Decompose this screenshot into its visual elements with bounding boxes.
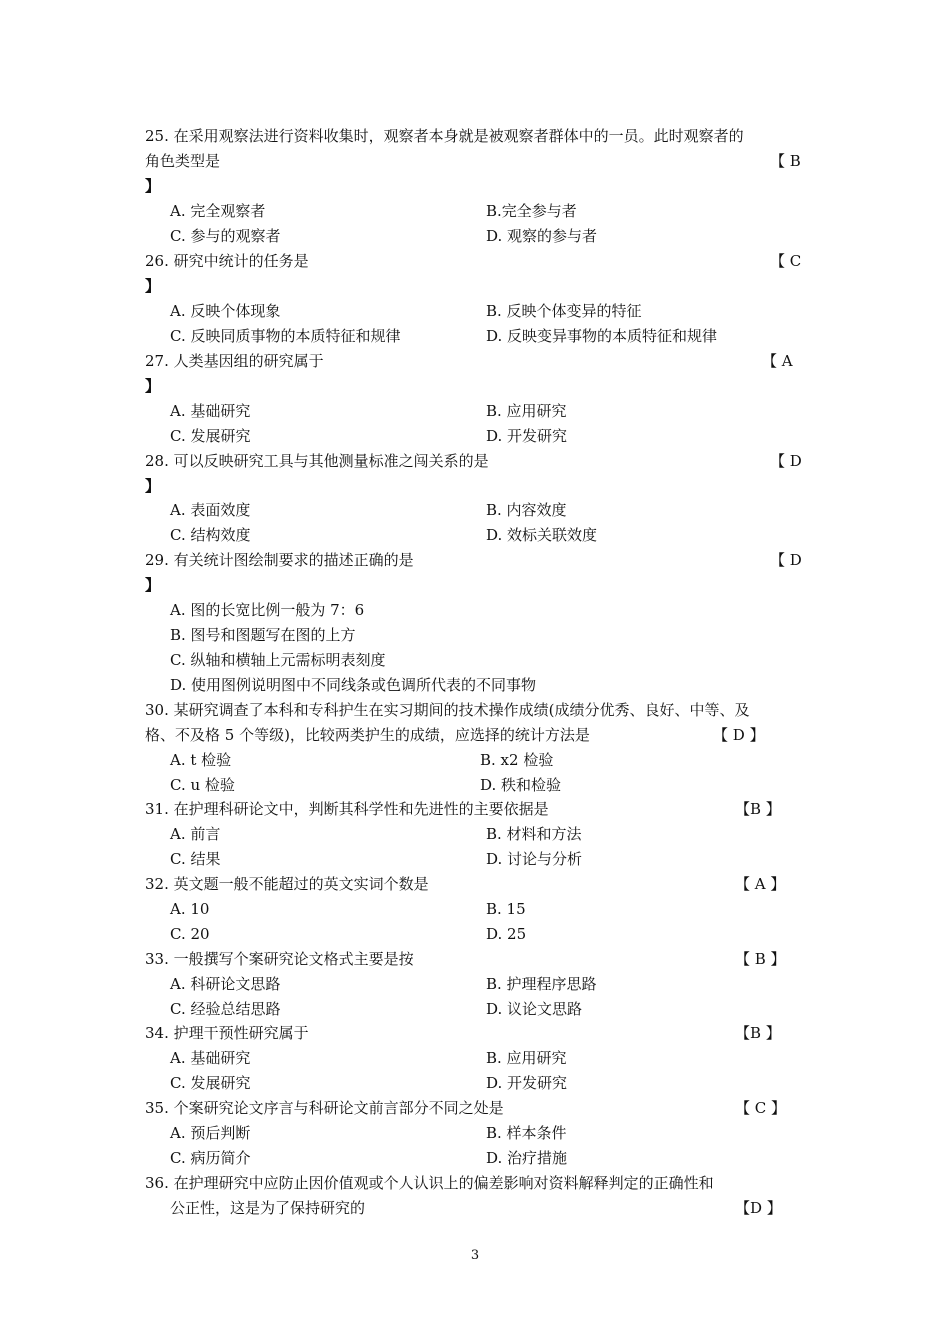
q26-answer-close: 】 (145, 277, 161, 295)
q28-option-d: D. 效标关联效度 (486, 526, 598, 544)
q31-answer: 【B 】 (735, 800, 781, 818)
q32-stem: 32. 英文题一般不能超过的英文实词个数是 (145, 875, 429, 893)
q29-option-c: C. 纵轴和横轴上元需标明表刻度 (170, 651, 386, 669)
q32-option-c: C. 20 (170, 925, 210, 943)
q35-option-c: C. 病历简介 (170, 1149, 251, 1167)
q27-option-b: B. 应用研究 (486, 402, 567, 420)
q30-option-a: A. t 检验 (170, 751, 232, 769)
q34-option-a: A. 基础研究 (170, 1049, 251, 1067)
q28-answer: 【 D (770, 452, 802, 470)
q27-option-d: D. 开发研究 (486, 427, 568, 445)
q30-stem-line-2: 格、不及格 5 个等级)，比较两类护生的成绩，应选择的统计方法是 (145, 726, 590, 744)
q25-option-c: C. 参与的观察者 (170, 227, 281, 245)
q28-stem: 28. 可以反映研究工具与其他测量标准之闯关系的是 (145, 452, 489, 470)
q25-stem-line-1: 25. 在采用观察法进行资料收集时，观察者本身就是被观察者群体中的一员。此时观察者的 (145, 127, 744, 145)
q28-option-b: B. 内容效度 (486, 501, 567, 519)
q26-option-c: C. 反映同质事物的本质特征和规律 (170, 327, 401, 345)
q27-answer-close: 】 (145, 377, 161, 395)
page-number: 3 (470, 1248, 480, 1263)
q33-stem: 33. 一般撰写个案研究论文格式主要是按 (145, 950, 414, 968)
q35-option-d: D. 治疗措施 (486, 1149, 568, 1167)
q32-option-d: D. 25 (486, 925, 527, 943)
q30-option-b: B. x2 检验 (480, 751, 554, 769)
q30-stem-line-1: 30. 某研究调查了本科和专科护生在实习期间的技术操作成绩(成绩分优秀、良好、中等、及 (145, 701, 750, 719)
q25-answer: 【 B (770, 152, 801, 170)
q36-stem-line-1: 36. 在护理研究中应防止因价值观或个人认识上的偏差影响对资料解释判定的正确性和 (145, 1174, 714, 1192)
q29-answer-close: 】 (145, 576, 161, 594)
q33-option-a: A. 科研论文思路 (170, 975, 281, 993)
q29-option-d: D. 使用图例说明图中不同线条或色调所代表的不同事物 (170, 676, 537, 694)
q34-option-b: B. 应用研究 (486, 1049, 567, 1067)
q34-option-c: C. 发展研究 (170, 1074, 251, 1092)
q32-answer: 【 A 】 (735, 875, 786, 893)
q25-option-d: D. 观察的参与者 (486, 227, 598, 245)
q32-option-b: B. 15 (486, 900, 526, 918)
q35-option-b: B. 样本条件 (486, 1124, 567, 1142)
q30-answer: 【 D 】 (713, 726, 765, 744)
q29-answer: 【 D (770, 551, 802, 569)
q33-option-c: C. 经验总结思路 (170, 1000, 281, 1018)
q33-option-d: D. 议论文思路 (486, 1000, 583, 1018)
q25-option-b: B.完全参与者 (486, 202, 577, 220)
q36-stem-line-2: 公正性，这是为了保持研究的 (170, 1199, 366, 1217)
q25-answer-close: 】 (145, 177, 161, 195)
q26-option-a: A. 反映个体现象 (170, 302, 281, 320)
q27-answer: 【 A (762, 352, 793, 370)
q27-stem: 27. 人类基因组的研究属于 (145, 352, 324, 370)
q26-option-d: D. 反映变异事物的本质特征和规律 (486, 327, 718, 345)
q34-option-d: D. 开发研究 (486, 1074, 568, 1092)
q26-answer: 【 C (770, 252, 802, 270)
q31-stem: 31. 在护理科研论文中，判断其科学性和先进性的主要依据是 (145, 800, 549, 818)
q27-option-a: A. 基础研究 (170, 402, 251, 420)
q29-option-a: A. 图的长宽比例一般为 7：6 (170, 601, 365, 619)
q35-stem: 35. 个案研究论文序言与科研论文前言部分不同之处是 (145, 1099, 504, 1117)
q35-answer: 【 C 】 (735, 1099, 787, 1117)
q31-option-c: C. 结果 (170, 850, 221, 868)
q31-option-d: D. 讨论与分析 (486, 850, 583, 868)
q30-option-c: C. u 检验 (170, 776, 235, 794)
q28-option-a: A. 表面效度 (170, 501, 251, 519)
q25-stem-line-2: 角色类型是 (145, 152, 221, 170)
q28-answer-close: 】 (145, 477, 161, 495)
q28-option-c: C. 结构效度 (170, 526, 251, 544)
q25-option-a: A. 完全观察者 (170, 202, 266, 220)
q29-stem: 29. 有关统计图绘制要求的描述正确的是 (145, 551, 414, 569)
q27-option-c: C. 发展研究 (170, 427, 251, 445)
q31-option-a: A. 前言 (170, 825, 221, 843)
q33-answer: 【 B 】 (735, 950, 786, 968)
q34-stem: 34. 护理干预性研究属于 (145, 1024, 309, 1042)
q35-option-a: A. 预后判断 (170, 1124, 251, 1142)
q30-option-d: D. 秩和检验 (480, 776, 562, 794)
q34-answer: 【B 】 (735, 1024, 781, 1042)
q26-stem: 26. 研究中统计的任务是 (145, 252, 309, 270)
q26-option-b: B. 反映个体变异的特征 (486, 302, 642, 320)
q36-answer: 【D 】 (735, 1199, 782, 1217)
q32-option-a: A. 10 (170, 900, 210, 918)
q29-option-b: B. 图号和图题写在图的上方 (170, 626, 356, 644)
q31-option-b: B. 材料和方法 (486, 825, 582, 843)
q33-option-b: B. 护理程序思路 (486, 975, 597, 993)
